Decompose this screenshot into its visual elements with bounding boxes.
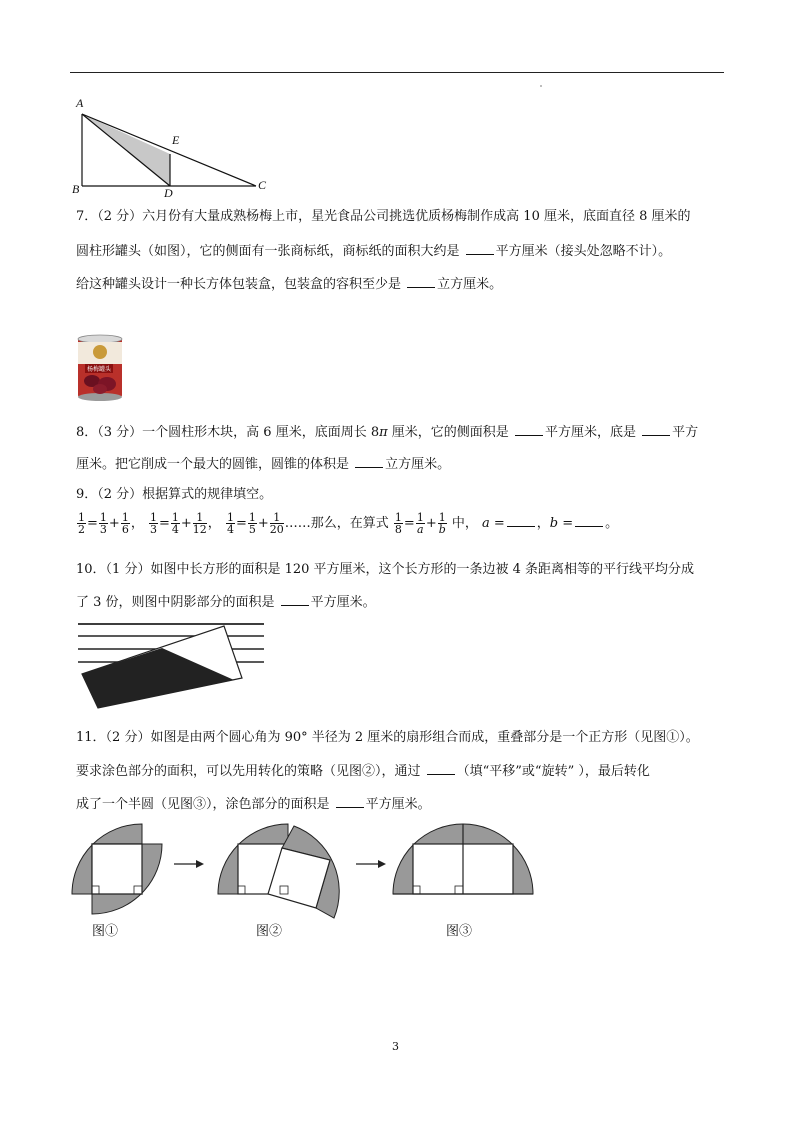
q8-line2 [76, 455, 736, 474]
label-a: A [76, 96, 84, 110]
q8-line1-text-a: 8．（3 分）一个圆柱形木块，高 6 厘米，底面周长 8 [76, 425, 380, 440]
q9-eq1-a: $\frac{1}{3}$ [99, 511, 107, 536]
q7-line1: 7．（2 分）六月份有大量成熟杨梅上市，星光食品公司挑选优质杨梅制作成高 10 厘米，底面直径 8 厘米的 [76, 209, 691, 224]
triangle-svg [70, 96, 280, 200]
q11-line1-text-a: 11．（2 分）如图是由两个圆心角为 [76, 730, 285, 745]
q11-line1-text-b: 半径为 2 厘米的扇形组合而成，重叠部分是一个正方形（见图①）。 [307, 730, 699, 745]
can-label: 杨梅罐头 [87, 366, 112, 373]
q7-line2-text-b: 平方厘米（接头处忽略不计）。 [495, 244, 672, 259]
q10-line1: 10．（1 分）如图中长方形的面积是 120 平方厘米，这个长方形的一条边被 4 条距离相等的平行线平均分成 [76, 562, 695, 577]
q11-line3-text-b: 平方厘米。 [365, 797, 431, 812]
q8-line1-text-c: 平方厘米，底是 [544, 425, 641, 440]
q9-eq4-left: $\frac{1}{8}$ [394, 511, 402, 536]
q8-blank-1[interactable] [515, 423, 543, 436]
label-e: E [172, 133, 180, 147]
caption-fig-1: 图① [92, 924, 119, 939]
q10-line2-text-a: 了 3 份，则图中阴影部分的面积是 [76, 595, 279, 610]
q9-eq3-a: $\frac{1}{5}$ [248, 511, 256, 536]
q8-blank-2[interactable] [642, 423, 670, 436]
fig-3 [393, 824, 533, 894]
label-c: C [258, 178, 267, 192]
q8-blank-3[interactable] [355, 455, 383, 468]
q11-deg: 90° [284, 730, 308, 745]
q9-eq3-left: $\frac{1}{4}$ [226, 511, 234, 536]
q11-line3 [76, 795, 736, 814]
q11-blank-2[interactable] [336, 795, 364, 808]
rectangle-parallel-svg [74, 618, 274, 710]
q9-math-row: $\frac{1}{2}$ = $\frac{1}{3}$ + $\frac{1}{6}$ ， $\frac{1}{3}$ = $\frac{1}{4}$ + $\frac{1}{12}$ ， $\frac{1}{4}$ = $\frac{1}{5}$ + $\frac{1}{20}$ ……那么，在算式 $\frac{1}{8}$ = $\frac{1}{a}$ + $\frac{1}{b}$ 中， a = ，b = 。 [78, 511, 619, 536]
q10-line2 [76, 593, 736, 612]
q9-eq4-a: $\frac{1}{a}$ [416, 511, 424, 536]
fig-1 [72, 824, 162, 914]
rectangle-parallel-figure [74, 618, 274, 710]
caption-fig-3: 图③ [446, 924, 473, 939]
triangle-figure [70, 96, 280, 200]
caption-fig-2: 图② [256, 924, 283, 939]
fig-2 [218, 824, 339, 918]
q7-blank-1[interactable] [466, 242, 494, 255]
q8-line1-text-d: 平方 [672, 425, 699, 440]
q9-blank-b[interactable] [575, 514, 603, 527]
q11-line2-text-b: （填“平移”或“旋转” ），最后转化 [456, 764, 650, 779]
arrow-1 [174, 860, 204, 868]
q9-eq3-b: $\frac{1}{20}$ [269, 511, 284, 536]
q8-line1 [76, 423, 736, 442]
q10-line2-text-b: 平方厘米。 [310, 595, 376, 610]
q11-line3-text-a: 成了一个半圆（见图③），涂色部分的面积是 [76, 797, 334, 812]
q8-line2-text-a: 厘米。把它削成一个最大的圆锥，圆锥的体积是 [76, 457, 354, 472]
q7-line3-text-b: 立方厘米。 [437, 277, 503, 292]
q7-line2 [76, 242, 736, 261]
can-image [76, 334, 124, 402]
q8-pi: π [379, 425, 388, 440]
q10-blank-1[interactable] [281, 593, 309, 606]
scan-dot [540, 85, 542, 87]
q7-line2-text-a: 圆柱形罐头（如图），它的侧面有一张商标纸，商标纸的面积大约是 [76, 244, 464, 259]
q11-line1 [76, 729, 736, 747]
q9-eq2-a: $\frac{1}{4}$ [171, 511, 179, 536]
q7-blank-2[interactable] [407, 275, 435, 288]
q11-blank-1[interactable] [427, 762, 455, 775]
q9-a-eq: a = [482, 516, 505, 531]
q9-line1: 9．（2 分）根据算式的规律填空。 [76, 487, 273, 502]
sector-figures [68, 820, 558, 920]
q9-eq1-left: $\frac{1}{2}$ [78, 511, 85, 536]
q8-line2-text-b: 立方厘米。 [385, 457, 451, 472]
q11-line2 [76, 762, 736, 781]
q8-line1-text-b: 厘米，它的侧面积是 [387, 425, 513, 440]
page-number: 3 [392, 1040, 399, 1053]
q9-mid-text: ……那么，在算式 [284, 516, 389, 531]
arrow-2 [356, 860, 386, 868]
header-rule [70, 72, 724, 73]
q7-line3-text-a: 给这种罐头设计一种长方体包装盒，包装盒的容积至少是 [76, 277, 406, 292]
q11-line2-text-a: 要求涂色部分的面积，可以先用转化的策略（见图②），通过 [76, 764, 425, 779]
q9-blank-a[interactable] [507, 514, 535, 527]
q9-eq4-b: $\frac{1}{b}$ [438, 511, 446, 536]
label-b: B [72, 182, 80, 196]
q9-eq2-left: $\frac{1}{3}$ [149, 511, 157, 536]
q9-b-eq: b = [549, 516, 574, 531]
q7-line3 [76, 275, 736, 294]
q9-eq1-b: $\frac{1}{6}$ [121, 511, 129, 536]
q9-eq2-b: $\frac{1}{12}$ [192, 511, 207, 536]
sector-figures-svg [68, 820, 558, 920]
q9-zhong: 中， [447, 516, 478, 531]
label-d: D [164, 186, 173, 200]
